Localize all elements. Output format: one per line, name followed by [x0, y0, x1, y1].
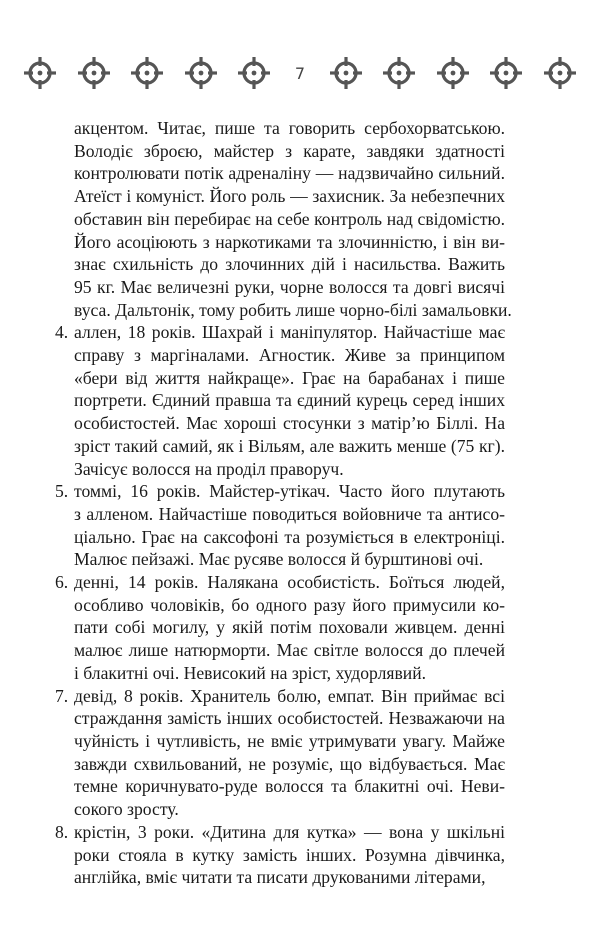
text-line: з алленом. Найчастіше поводиться войовниче та антисо-	[74, 503, 505, 524]
crosshair-icon	[76, 55, 112, 91]
list-item	[55, 571, 505, 685]
list-item	[55, 480, 505, 571]
text-line: крістін, 3 роки. «Дитина для кутка» — вона у шкільні	[74, 821, 505, 842]
text-line: і блакитні очі. Невисокий на зріст, худорлявий.	[74, 662, 427, 683]
crosshair-icon	[381, 55, 417, 91]
text-line: аллен, 18 років. Шахрай і маніпулятор. Найчастіше має	[74, 322, 505, 343]
text-line: Володіє зброєю, майстер з карате, завдяки здатності	[74, 140, 505, 161]
text-line: девід, 8 років. Хранитель болю, емпат. Він приймає всі	[74, 685, 505, 706]
list-item	[55, 821, 505, 889]
list-item-number: 7.	[55, 685, 69, 706]
continuation-paragraph	[55, 117, 512, 321]
page-header	[22, 55, 578, 91]
text-line: завжди схвильований, не розуміє, що відбувається. Має	[74, 753, 505, 774]
page-number: 7	[294, 63, 306, 83]
text-line: страждання замість інших особистостей. Незважаючи на	[74, 708, 505, 729]
text-line: «бери від життя найкраще». Грає на барабанах і пише	[74, 367, 505, 388]
text-line: зріст такий самий, як і Вільям, але важить менше (75 кг).	[74, 435, 505, 456]
text-line: справу з маргіналами. Агностик. Живе за принципом	[74, 345, 505, 366]
body-text	[55, 117, 512, 889]
text-line: акцентом. Читає, пише та говорить сербохорватською.	[74, 118, 505, 138]
crosshair-icon	[488, 55, 524, 91]
text-line: ціально. Грає на саксофоні та розуміється в електроніці.	[74, 526, 505, 547]
text-line: Атеїст і комуніст. Його роль — захисник. За небезпечних	[74, 186, 505, 207]
text-line: сокого зросту.	[74, 799, 179, 820]
crosshair-icon	[183, 55, 219, 91]
list-item-number: 4.	[55, 322, 69, 343]
text-line: чуйність і чутливість, не вміє утримувати увагу. Майже	[74, 730, 505, 751]
crosshair-icon	[328, 55, 364, 91]
list-item-number: 6.	[55, 572, 69, 593]
text-line: портрети. Єдиний правша та єдиний курець серед інших	[74, 390, 505, 411]
text-line: 95 кг. Має величезні руки, чорне волосся та довгі висячі	[74, 276, 505, 297]
text-line: вуса. Дальтонік, тому робить лише чорно-білі замальовки.	[74, 299, 512, 320]
text-line: малює лише натюрморти. Має світле волосся до плечей	[74, 640, 505, 661]
text-line: Зачісує волосся на проділ праворуч.	[74, 458, 344, 479]
numbered-list	[55, 321, 505, 889]
list-item-number: 5.	[55, 481, 69, 502]
crosshair-icon	[542, 55, 578, 91]
crosshair-icon	[129, 55, 165, 91]
crosshair-icon	[22, 55, 58, 91]
list-item-number: 8.	[55, 821, 69, 842]
crosshair-icon	[435, 55, 471, 91]
text-line: контролювати потік адреналіну — надзвичайно сильний.	[74, 163, 505, 184]
crosshair-icon	[236, 55, 272, 91]
text-line: пати собі могилу, у якій потім поховали живцем. денні	[74, 617, 505, 638]
text-line: обставин він перебирає на себе контроль над свідомістю.	[74, 208, 505, 229]
list-item	[55, 685, 505, 821]
text-line: томмі, 16 років. Майстер-утікач. Часто його плутають	[74, 481, 505, 502]
text-line: роки стояла в кутку замість інших. Розумна дівчинка,	[74, 844, 505, 865]
list-item	[55, 321, 505, 480]
text-line: денні, 14 років. Налякана особистість. Боїться людей,	[74, 572, 505, 593]
text-line: Малює пейзажі. Має русяве волосся й бурштинові очі.	[74, 549, 484, 570]
text-line: Його асоціюють з наркотиками та злочинністю, і він ви-	[74, 231, 505, 252]
text-line: особливо чоловіків, бо одного разу його примусили ко-	[74, 594, 505, 615]
text-line: англійка, вміє читати та писати друкованими літерами,	[74, 867, 486, 888]
text-line: темне коричнувато-руде волосся та блакитні очі. Неви-	[74, 776, 505, 797]
text-line: особистостей. Має хороші стосунки з матір’ю Біллі. На	[74, 413, 505, 434]
text-line: знає схильність до злочинних дій і насильства. Важить	[74, 254, 505, 275]
